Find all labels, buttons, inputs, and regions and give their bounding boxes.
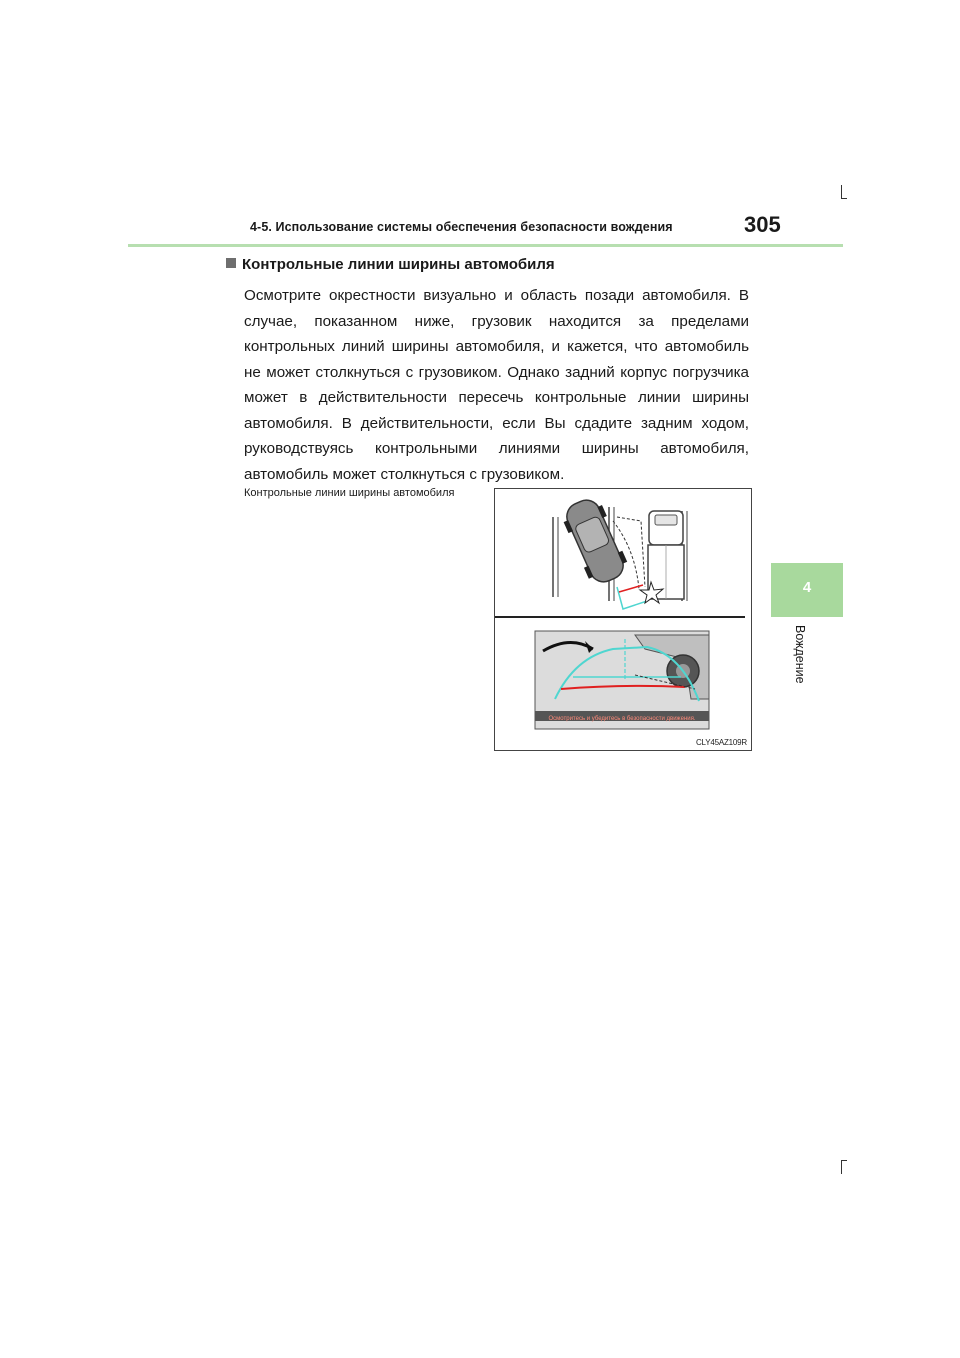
camera-warning-text: Осмотритесь и убедитесь в безопасности движения. — [548, 716, 696, 722]
truck-icon — [648, 511, 684, 599]
section-heading — [226, 256, 555, 273]
chapter-label-box — [743, 617, 843, 717]
page-number: 305 — [744, 212, 781, 237]
figure-caption: Контрольные линии ширины автомобиля — [244, 487, 455, 499]
illustration-frame — [494, 488, 752, 751]
chapter-tab — [771, 563, 843, 617]
header-rule — [128, 244, 843, 247]
section-body: Осмотрите окрестности визуально и область позади автомобиля. В случае, показанном ниже, грузовик находится за пределами контрольных линий ширины автомобиля, и кажется, что автомобиль не может столкнуться с грузовиком. Однако задний корпус погрузчика может в действительности пересечь контрольные линии ширины автомобиля. В действительности, если Вы сдадите задним ходом, руководствуясь контрольными линиями ширины автомобиля, автомобиль может столкнуться с грузовиком. — [244, 287, 749, 483]
crop-mark-bottom — [841, 1160, 842, 1174]
header-title: 4-5. Использование системы обеспечения безопасности вождения — [250, 220, 673, 234]
crop-mark-top-h — [841, 198, 847, 199]
crop-mark-top — [841, 185, 842, 199]
figure-code: CLY45AZ109R — [695, 738, 747, 747]
parking-scene — [495, 494, 745, 617]
camera-screen — [535, 631, 709, 729]
crop-mark-bottom-h — [841, 1160, 847, 1161]
square-bullet-icon — [226, 258, 236, 268]
chapter-number: 4 — [802, 579, 812, 596]
parking-illustration — [495, 489, 751, 750]
section-heading-text: Контрольные линии ширины автомобиля — [242, 256, 555, 273]
car-icon — [559, 494, 632, 588]
chapter-label: Вождение — [793, 625, 807, 684]
